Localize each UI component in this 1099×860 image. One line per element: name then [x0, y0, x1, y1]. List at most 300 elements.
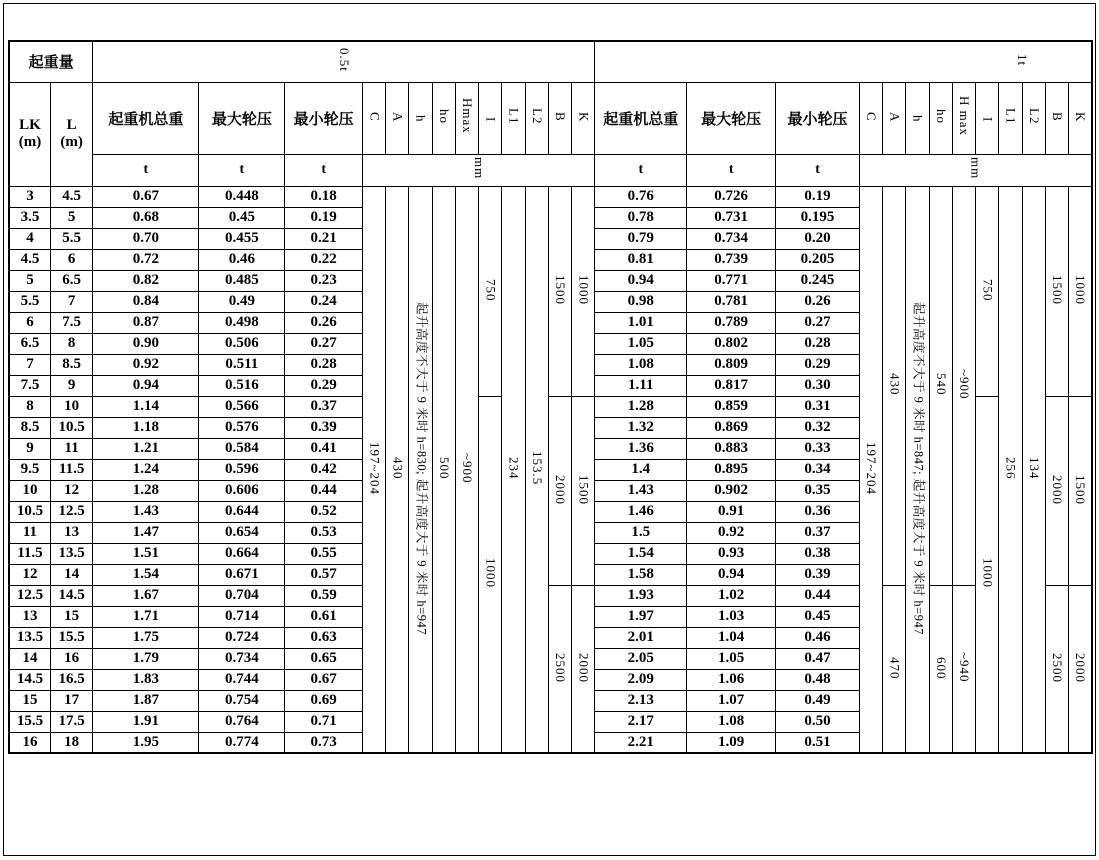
l-cell: 17.5: [50, 711, 92, 732]
left-min-wheel-cell: 0.39: [285, 417, 363, 438]
left-min-wheel-cell: 0.22: [285, 249, 363, 270]
right-dim-header-ho: ho: [929, 82, 952, 154]
vertical-text: 153.5: [529, 451, 545, 486]
left-max-wheel-cell: 0.49: [199, 291, 285, 312]
left-dim-header-l2: L2: [525, 82, 548, 154]
right-dim-header-l2: L2: [1022, 82, 1045, 154]
table-row: [9, 186, 1092, 207]
left-total-weight-cell: 1.21: [93, 438, 199, 459]
lk-cell: 12: [9, 564, 50, 585]
lk-cell: 9: [9, 438, 50, 459]
left-min-wheel-cell: 0.41: [285, 438, 363, 459]
left-max-wheel-cell: 0.734: [199, 648, 285, 669]
right-min-wheel-header: 最小轮压: [776, 82, 860, 154]
lk-cell: 3: [9, 186, 50, 207]
left-min-wheel-cell: 0.69: [285, 690, 363, 711]
lk-cell: 7.5: [9, 375, 50, 396]
left-total-weight-cell: 0.84: [93, 291, 199, 312]
l-cell: 12: [50, 480, 92, 501]
right-total-weight-cell: 1.97: [595, 606, 687, 627]
lk-cell: 8: [9, 396, 50, 417]
lk-cell: 15: [9, 690, 50, 711]
right-min-wheel-cell: 0.44: [776, 585, 860, 606]
right-total-weight-cell: 1.32: [595, 417, 687, 438]
right-dim-cell-k: [1068, 585, 1092, 753]
right-dim-cell-l2: [1022, 186, 1045, 753]
capacity-right-value: 1t: [1015, 53, 1030, 66]
left-dim-header-l1: L1: [502, 82, 525, 154]
left-min-wheel-cell: 0.57: [285, 564, 363, 585]
l-cell: 11: [50, 438, 92, 459]
right-min-wheel-cell: 0.32: [776, 417, 860, 438]
right-dim-cell-hmax: [952, 585, 975, 753]
right-dim-cell-hmax: [952, 186, 975, 585]
lk-cell: 13: [9, 606, 50, 627]
lk-cell: 6: [9, 312, 50, 333]
right-min-wheel-cell: 0.26: [776, 291, 860, 312]
right-total-weight-cell: 1.93: [595, 585, 687, 606]
lk-cell: 15.5: [9, 711, 50, 732]
right-min-wheel-cell: 0.19: [776, 186, 860, 207]
right-total-weight-cell: 2.09: [595, 669, 687, 690]
right-min-wheel-cell: 0.38: [776, 543, 860, 564]
lk-header-label: LK: [19, 116, 41, 133]
right-min-wheel-cell: 0.46: [776, 627, 860, 648]
vertical-text: 256: [1003, 457, 1019, 480]
left-total-weight-cell: 1.83: [93, 669, 199, 690]
right-max-wheel-cell: 1.09: [687, 732, 776, 753]
table-body: [9, 186, 1092, 753]
left-total-weight-cell: 0.68: [93, 207, 199, 228]
right-max-wheel-cell: 0.94: [687, 564, 776, 585]
right-total-weight-cell: 2.21: [595, 732, 687, 753]
left-dim-header-h: h: [409, 82, 432, 154]
right-min-wheel-cell: 0.36: [776, 501, 860, 522]
right-max-wheel-cell: 0.802: [687, 333, 776, 354]
right-total-weight-cell: 1.58: [595, 564, 687, 585]
right-max-wheel-cell: 1.03: [687, 606, 776, 627]
left-min-wheel-cell: 0.61: [285, 606, 363, 627]
right-total-weight-cell: 1.11: [595, 375, 687, 396]
right-total-weight-cell: 2.05: [595, 648, 687, 669]
vertical-text: 750: [483, 278, 499, 302]
capacity-label-cell: 起重量: [9, 41, 93, 82]
left-max-wheel-cell: 0.485: [199, 270, 285, 291]
right-min-wheel-cell: 0.34: [776, 459, 860, 480]
right-max-wheel-cell: 1.04: [687, 627, 776, 648]
vertical-text: 540: [933, 373, 949, 396]
right-max-wheel-cell: 0.91: [687, 501, 776, 522]
l-cell: 18: [50, 732, 92, 753]
vertical-text: 2000: [553, 474, 569, 505]
right-total-weight-cell: 0.79: [595, 228, 687, 249]
right-min-wheel-cell: 0.29: [776, 354, 860, 375]
column-header-row: [9, 82, 1092, 154]
right-dim-cell-c: [859, 186, 882, 753]
right-min-unit: t: [776, 154, 860, 186]
right-total-weight-cell: 1.08: [595, 354, 687, 375]
l-cell: 14.5: [50, 585, 92, 606]
left-max-wheel-cell: 0.754: [199, 690, 285, 711]
vertical-text: 2000: [1073, 652, 1089, 683]
vertical-text: 2000: [576, 652, 592, 683]
left-dim-header-k: K: [572, 82, 595, 154]
vertical-text: 1000: [1073, 275, 1089, 305]
vertical-text: 1500: [1073, 474, 1089, 505]
vertical-text: 430: [887, 373, 903, 396]
lk-cell: 12.5: [9, 585, 50, 606]
left-max-unit: t: [199, 154, 285, 186]
right-max-wheel-cell: 1.06: [687, 669, 776, 690]
right-dim-header-a: A: [883, 82, 906, 154]
left-total-weight-cell: 0.90: [93, 333, 199, 354]
left-total-weight-cell: 1.95: [93, 732, 199, 753]
right-max-wheel-cell: 0.731: [687, 207, 776, 228]
vertical-text: 1000: [980, 558, 996, 589]
left-dim-header-a: A: [386, 82, 409, 154]
l-header-cell: [50, 82, 92, 186]
left-dim-cell-k: [572, 186, 595, 396]
capacity-left-value: 0.5t: [336, 47, 352, 72]
right-min-wheel-cell: 0.39: [776, 564, 860, 585]
l-cell: 4.5: [50, 186, 92, 207]
vertical-text: 1500: [1049, 275, 1065, 305]
left-min-wheel-cell: 0.29: [285, 375, 363, 396]
l-cell: 5.5: [50, 228, 92, 249]
right-total-unit: t: [595, 154, 687, 186]
left-dim-cell-k: [572, 396, 595, 585]
left-max-wheel-cell: 0.724: [199, 627, 285, 648]
right-dim-cell-i: [976, 186, 999, 396]
l-cell: 13: [50, 522, 92, 543]
right-total-weight-cell: 1.01: [595, 312, 687, 333]
left-dim-cell-l2: [525, 186, 548, 753]
lk-cell: 10: [9, 480, 50, 501]
left-dim-header-i: I: [479, 82, 502, 154]
left-min-wheel-header: 最小轮压: [285, 82, 363, 154]
right-max-wheel-cell: 0.902: [687, 480, 776, 501]
left-dim-cell-ho: [432, 186, 455, 753]
right-min-wheel-cell: 0.195: [776, 207, 860, 228]
left-mm-unit-cell: mm: [363, 154, 595, 186]
right-min-wheel-cell: 0.37: [776, 522, 860, 543]
l-cell: 16: [50, 648, 92, 669]
left-dim-cell-l1: [502, 186, 525, 753]
left-min-wheel-cell: 0.71: [285, 711, 363, 732]
lk-cell: 3.5: [9, 207, 50, 228]
right-total-weight-cell: 2.13: [595, 690, 687, 711]
left-dim-cell-b: [548, 396, 571, 585]
left-total-weight-cell: 1.54: [93, 564, 199, 585]
vertical-text: 500: [436, 457, 452, 480]
right-dim-cell-b: [1045, 585, 1068, 753]
left-total-weight-cell: 0.72: [93, 249, 199, 270]
vertical-text: 2500: [1049, 652, 1065, 683]
right-min-wheel-cell: 0.30: [776, 375, 860, 396]
vertical-text: 197~204: [367, 441, 383, 495]
left-min-wheel-cell: 0.19: [285, 207, 363, 228]
right-dim-header-i: I: [976, 82, 999, 154]
right-dim-cell-h: [906, 186, 929, 753]
vertical-text: ~940: [957, 652, 973, 684]
right-max-wheel-cell: 1.07: [687, 690, 776, 711]
left-min-wheel-cell: 0.42: [285, 459, 363, 480]
l-cell: 12.5: [50, 501, 92, 522]
right-max-wheel-cell: 0.859: [687, 396, 776, 417]
left-max-wheel-cell: 0.664: [199, 543, 285, 564]
l-cell: 16.5: [50, 669, 92, 690]
right-dim-header-hmax: H max: [952, 82, 975, 154]
vertical-text: 1000: [576, 275, 592, 305]
right-max-wheel-cell: 0.809: [687, 354, 776, 375]
left-dim-header-hmax: Hmax: [455, 82, 478, 154]
right-max-wheel-cell: 0.781: [687, 291, 776, 312]
lk-cell: 5.5: [9, 291, 50, 312]
left-total-weight-cell: 0.67: [93, 186, 199, 207]
left-max-wheel-cell: 0.448: [199, 186, 285, 207]
right-max-wheel-cell: 0.734: [687, 228, 776, 249]
right-min-wheel-cell: 0.48: [776, 669, 860, 690]
l-cell: 15.5: [50, 627, 92, 648]
left-dim-cell-b: [548, 585, 571, 753]
right-dim-cell-i: [976, 396, 999, 753]
l-cell: 11.5: [50, 459, 92, 480]
left-total-weight-header: 起重机总重: [93, 82, 199, 154]
right-dim-cell-a: [883, 186, 906, 585]
left-min-wheel-cell: 0.23: [285, 270, 363, 291]
left-total-weight-cell: 1.79: [93, 648, 199, 669]
lk-cell: 5: [9, 270, 50, 291]
right-min-wheel-cell: 0.35: [776, 480, 860, 501]
l-cell: 13.5: [50, 543, 92, 564]
left-total-weight-cell: 1.75: [93, 627, 199, 648]
left-max-wheel-cell: 0.584: [199, 438, 285, 459]
right-total-weight-header: 起重机总重: [595, 82, 687, 154]
left-dim-cell-hmax: [455, 186, 478, 753]
l-cell: 7.5: [50, 312, 92, 333]
right-dim-cell-b: [1045, 396, 1068, 585]
l-cell: 8: [50, 333, 92, 354]
left-min-wheel-cell: 0.65: [285, 648, 363, 669]
vertical-text: 1500: [576, 474, 592, 505]
l-header-label: L: [66, 116, 77, 133]
vertical-text: 起升高度不大于 9 米时 h=830; 起升高度大于 9 米时 h=947: [414, 301, 429, 635]
vertical-text: 起升高度不大于 9 米时 h=847; 起升高度大于 9 米时 h=947: [911, 301, 926, 635]
left-max-wheel-cell: 0.671: [199, 564, 285, 585]
left-max-wheel-cell: 0.566: [199, 396, 285, 417]
left-total-weight-cell: 0.82: [93, 270, 199, 291]
left-total-weight-cell: 1.87: [93, 690, 199, 711]
lk-cell: 4.5: [9, 249, 50, 270]
l-cell: 5: [50, 207, 92, 228]
right-dim-cell-l1: [999, 186, 1022, 753]
vertical-text: 1000: [483, 558, 499, 589]
left-total-weight-cell: 1.51: [93, 543, 199, 564]
left-total-weight-cell: 1.67: [93, 585, 199, 606]
right-total-weight-cell: 2.01: [595, 627, 687, 648]
right-min-wheel-cell: 0.205: [776, 249, 860, 270]
left-min-wheel-cell: 0.73: [285, 732, 363, 753]
right-dim-header-b: B: [1045, 82, 1068, 154]
lk-header-unit: (m): [18, 134, 42, 150]
right-min-wheel-cell: 0.27: [776, 312, 860, 333]
right-min-wheel-cell: 0.20: [776, 228, 860, 249]
right-mm-unit-cell: mm: [859, 154, 1092, 186]
left-max-wheel-cell: 0.455: [199, 228, 285, 249]
table-row: [9, 585, 1092, 606]
right-max-wheel-cell: 0.93: [687, 543, 776, 564]
capacity-row: [9, 41, 1092, 82]
vertical-text: 134: [1026, 457, 1042, 480]
l-cell: 10: [50, 396, 92, 417]
right-max-wheel-cell: 0.789: [687, 312, 776, 333]
right-max-wheel-cell: 0.92: [687, 522, 776, 543]
left-dim-cell-i: [479, 396, 502, 753]
left-total-weight-cell: 0.94: [93, 375, 199, 396]
right-total-weight-cell: 1.54: [595, 543, 687, 564]
right-dim-header-h: h: [906, 82, 929, 154]
right-min-wheel-cell: 0.47: [776, 648, 860, 669]
lk-cell: 11.5: [9, 543, 50, 564]
lk-cell: 13.5: [9, 627, 50, 648]
left-total-weight-cell: 1.14: [93, 396, 199, 417]
lk-header-cell: [9, 82, 50, 186]
right-dim-cell-ho: [929, 186, 952, 585]
lk-cell: 14: [9, 648, 50, 669]
left-max-wheel-cell: 0.511: [199, 354, 285, 375]
left-max-wheel-header: 最大轮压: [199, 82, 285, 154]
left-total-weight-cell: 1.71: [93, 606, 199, 627]
lk-cell: 14.5: [9, 669, 50, 690]
left-min-wheel-cell: 0.28: [285, 354, 363, 375]
right-dim-cell-b: [1045, 186, 1068, 396]
right-total-weight-cell: 0.94: [595, 270, 687, 291]
left-dim-cell-k: [572, 585, 595, 753]
left-max-wheel-cell: 0.46: [199, 249, 285, 270]
right-min-wheel-cell: 0.49: [776, 690, 860, 711]
right-total-weight-cell: 0.78: [595, 207, 687, 228]
left-min-wheel-cell: 0.24: [285, 291, 363, 312]
left-min-wheel-cell: 0.26: [285, 312, 363, 333]
right-dim-cell-k: [1068, 186, 1092, 396]
right-min-wheel-cell: 0.245: [776, 270, 860, 291]
vertical-text: 1500: [553, 275, 569, 305]
vertical-text: 600: [933, 656, 949, 679]
left-max-wheel-cell: 0.506: [199, 333, 285, 354]
left-max-wheel-cell: 0.744: [199, 669, 285, 690]
left-total-unit: t: [93, 154, 199, 186]
left-min-wheel-cell: 0.53: [285, 522, 363, 543]
right-total-weight-cell: 1.4: [595, 459, 687, 480]
left-total-weight-cell: 1.18: [93, 417, 199, 438]
right-total-weight-cell: 2.17: [595, 711, 687, 732]
right-total-weight-cell: 0.98: [595, 291, 687, 312]
left-dim-cell-i: [479, 186, 502, 396]
left-dim-cell-c: [363, 186, 386, 753]
l-header-unit: (m): [60, 134, 83, 150]
vertical-text: 470: [887, 656, 903, 679]
capacity-left-cell: [93, 41, 595, 82]
left-max-wheel-cell: 0.774: [199, 732, 285, 753]
right-max-unit: t: [687, 154, 776, 186]
vertical-text: 234: [506, 457, 522, 480]
right-dim-header-l1: L1: [999, 82, 1022, 154]
right-max-wheel-cell: 1.05: [687, 648, 776, 669]
left-max-wheel-cell: 0.596: [199, 459, 285, 480]
lk-cell: 7: [9, 354, 50, 375]
left-total-weight-cell: 0.92: [93, 354, 199, 375]
right-dim-cell-k: [1068, 396, 1092, 585]
left-max-wheel-cell: 0.764: [199, 711, 285, 732]
right-total-weight-cell: 1.05: [595, 333, 687, 354]
right-max-wheel-header: 最大轮压: [687, 82, 776, 154]
left-dim-cell-a: [386, 186, 409, 753]
right-total-weight-cell: 0.81: [595, 249, 687, 270]
right-dim-cell-a: [883, 585, 906, 753]
l-cell: 8.5: [50, 354, 92, 375]
left-min-wheel-cell: 0.27: [285, 333, 363, 354]
left-total-weight-cell: 1.28: [93, 480, 199, 501]
right-max-wheel-cell: 0.883: [687, 438, 776, 459]
vertical-text: 2500: [553, 652, 569, 683]
left-min-wheel-cell: 0.21: [285, 228, 363, 249]
left-max-wheel-cell: 0.704: [199, 585, 285, 606]
right-max-wheel-cell: 1.08: [687, 711, 776, 732]
left-dim-header-ho: ho: [432, 82, 455, 154]
left-total-weight-cell: 1.43: [93, 501, 199, 522]
right-min-wheel-cell: 0.28: [776, 333, 860, 354]
right-min-wheel-cell: 0.50: [776, 711, 860, 732]
right-total-weight-cell: 1.36: [595, 438, 687, 459]
vertical-text: 750: [980, 278, 996, 302]
left-max-wheel-cell: 0.516: [199, 375, 285, 396]
l-cell: 14: [50, 564, 92, 585]
left-min-unit: t: [285, 154, 363, 186]
left-max-wheel-cell: 0.45: [199, 207, 285, 228]
l-cell: 6: [50, 249, 92, 270]
left-max-wheel-cell: 0.654: [199, 522, 285, 543]
right-dim-cell-ho: [929, 585, 952, 753]
lk-cell: 4: [9, 228, 50, 249]
right-total-weight-cell: 1.46: [595, 501, 687, 522]
lk-cell: 16: [9, 732, 50, 753]
left-dim-cell-h: [409, 186, 432, 753]
right-max-wheel-cell: 0.869: [687, 417, 776, 438]
left-dim-cell-b: [548, 186, 571, 396]
right-max-wheel-cell: 0.817: [687, 375, 776, 396]
left-max-wheel-cell: 0.714: [199, 606, 285, 627]
left-total-weight-cell: 0.87: [93, 312, 199, 333]
vertical-text: 197~204: [864, 441, 880, 495]
right-total-weight-cell: 1.5: [595, 522, 687, 543]
lk-cell: 9.5: [9, 459, 50, 480]
left-dim-header-b: B: [548, 82, 571, 154]
l-cell: 7: [50, 291, 92, 312]
left-min-wheel-cell: 0.37: [285, 396, 363, 417]
l-cell: 15: [50, 606, 92, 627]
l-cell: 10.5: [50, 417, 92, 438]
left-total-weight-cell: 1.91: [93, 711, 199, 732]
lk-cell: 8.5: [9, 417, 50, 438]
left-total-weight-cell: 1.24: [93, 459, 199, 480]
left-min-wheel-cell: 0.63: [285, 627, 363, 648]
left-dim-header-c: C: [363, 82, 386, 154]
crane-spec-table: [8, 40, 1093, 754]
vertical-text: 2000: [1049, 474, 1065, 505]
left-total-weight-cell: 0.70: [93, 228, 199, 249]
right-total-weight-cell: 1.43: [595, 480, 687, 501]
l-cell: 6.5: [50, 270, 92, 291]
